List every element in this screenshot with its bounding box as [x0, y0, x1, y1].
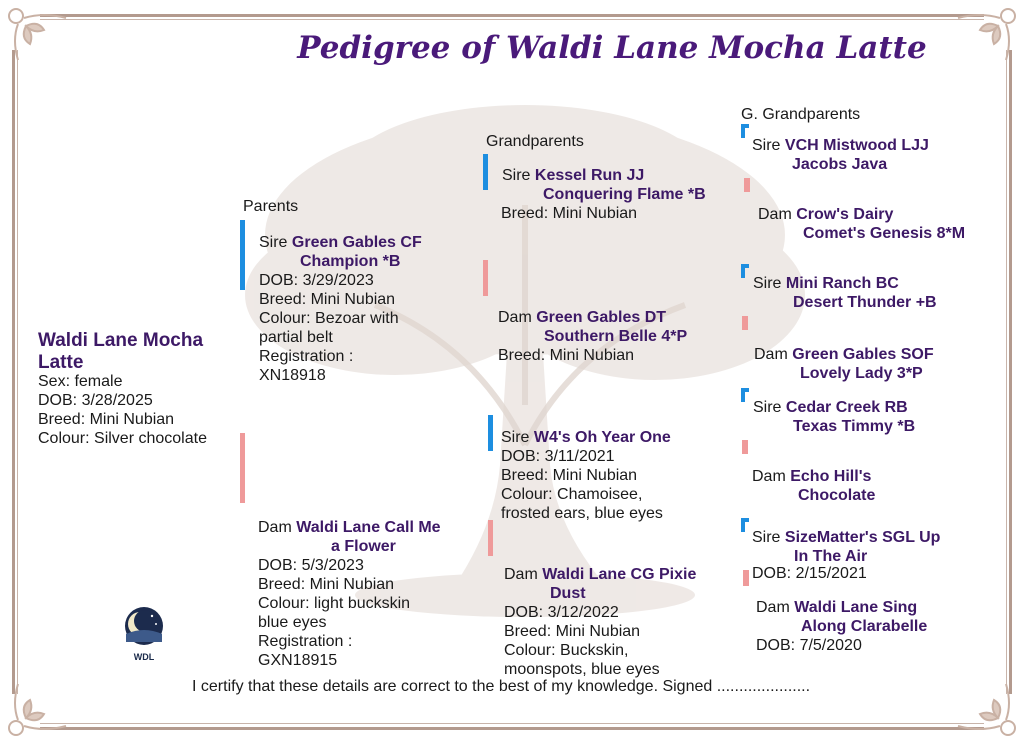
role-label: Sire: [752, 137, 781, 154]
role-label: Sire: [502, 167, 531, 184]
border-right-inner: [1006, 50, 1007, 694]
sire-name-cont: Champion *B: [300, 253, 401, 270]
ggp-name-cont: Chocolate: [798, 487, 876, 504]
gp-name: Green Gables DT: [536, 309, 667, 326]
gp-name: Waldi Lane CG Pixie: [542, 566, 697, 583]
ggp-6: [752, 467, 1002, 505]
grandparent-dam-dam: [504, 565, 744, 679]
sire-bar-parent: [240, 220, 245, 290]
gp-dob: DOB: 3/12/2022: [504, 604, 619, 621]
role-label: Sire: [752, 529, 781, 546]
gp-name: W4's Oh Year One: [533, 429, 671, 446]
page-title: Pedigree of Waldi Lane Mocha Latte: [297, 30, 927, 66]
subject-breed: Breed: Mini Nubian: [38, 411, 175, 428]
ggp-name-cont: Desert Thunder +B: [793, 294, 937, 311]
sire-bar-gp-2: [488, 415, 493, 451]
sire-dob: DOB: 3/29/2023: [259, 272, 374, 289]
logo-text: WDL: [133, 652, 155, 662]
dam-tick-ggp-4: [742, 316, 748, 330]
border-bottom: [40, 727, 984, 730]
gp-breed: Breed: Mini Nubian: [504, 623, 641, 640]
ggp-name-cont: Lovely Lady 3*P: [800, 365, 923, 382]
dam-tick-ggp-8: [743, 570, 749, 586]
border-top: [40, 14, 984, 17]
ggp-name-cont: Texas Timmy *B: [793, 418, 916, 435]
ggp-name: Cedar Creek RB: [785, 399, 908, 416]
subject-name: Waldi Lane Mocha Latte: [38, 330, 204, 373]
sire-tick-ggp-5b: [741, 388, 745, 402]
gp-dob: DOB: 3/11/2021: [501, 448, 615, 465]
ggp-name: Waldi Lane Sing: [794, 599, 918, 616]
dam-dob: DOB: 5/3/2023: [258, 557, 364, 574]
gp-breed: Breed: Mini Nubian: [501, 467, 638, 484]
ggp-name: Crow's Dairy: [796, 206, 894, 223]
subject-details: [38, 372, 248, 448]
certification-statement: I certify that these details are correct to the best of my knowledge. Signed .....................: [192, 678, 811, 695]
ggp-name: Mini Ranch BC: [785, 275, 899, 292]
gp-colour: Colour: Chamoisee, frosted ears, blue eyes: [501, 486, 663, 522]
role-label: Dam: [498, 309, 532, 326]
border-left: [12, 50, 15, 694]
subject-sex: Sex: female: [38, 373, 123, 390]
subject-colour: Colour: Silver chocolate: [38, 430, 207, 447]
role-label: Dam: [752, 468, 786, 485]
dam-bar-gp-1: [483, 260, 488, 296]
dam-tick-ggp-2: [744, 178, 750, 192]
gp-colour: Colour: Buckskin, moonspots, blue eyes: [504, 642, 660, 678]
grandparent-sire-sire: [502, 166, 747, 223]
ggp-dob: DOB: 7/5/2020: [756, 637, 862, 654]
dam-bar-parent: [240, 433, 245, 503]
header-great-grandparents: G. Grandparents: [741, 106, 861, 123]
ggp-dob: DOB: 2/15/2021: [752, 565, 867, 582]
role-label: Dam: [504, 566, 538, 583]
corner-ornament-bottom-right: [950, 680, 1020, 740]
dam-colour: Colour: light buckskin blue eyes: [258, 595, 411, 631]
ggp-7: [752, 528, 1002, 583]
sire-tick-ggp-7b: [741, 518, 745, 532]
sire-colour: Colour: Bezoar with partial belt: [259, 310, 399, 346]
role-label: Dam: [756, 599, 790, 616]
ggp-3: [753, 274, 1003, 312]
ggp-name-cont: Jacobs Java: [792, 156, 888, 173]
ggp-4: [754, 345, 1004, 383]
gp-name-cont: Southern Belle 4*P: [544, 328, 688, 345]
header-parents: Parents: [243, 198, 299, 215]
ggp-name-cont: In The Air: [794, 548, 868, 565]
border-top-inner: [40, 19, 984, 20]
gp-name-cont: Dust: [550, 585, 586, 602]
ggp-8: [756, 598, 1006, 655]
role-label: Sire: [753, 275, 782, 292]
ggp-name: Echo Hill's: [790, 468, 872, 485]
corner-ornament-bottom-left: [4, 680, 74, 740]
parent-sire: [259, 233, 479, 385]
role-label: Sire: [753, 399, 782, 416]
sire-breed: Breed: Mini Nubian: [259, 291, 396, 308]
dam-bar-gp-2: [488, 520, 493, 556]
border-right: [1009, 50, 1012, 694]
gp-name-cont: Conquering Flame *B: [543, 186, 706, 203]
gp-breed: Breed: Mini Nubian: [498, 347, 635, 364]
dam-name: Waldi Lane Call Me: [296, 519, 441, 536]
role-label: Dam: [258, 519, 292, 536]
ggp-name-cont: Comet's Genesis 8*M: [803, 225, 966, 242]
ggp-1: [752, 136, 1002, 174]
header-grandparents: Grandparents: [486, 133, 584, 150]
parent-dam: [258, 518, 483, 670]
role-label: Sire: [259, 234, 288, 251]
gp-breed: Breed: Mini Nubian: [501, 205, 638, 222]
ggp-name-cont: Along Clarabelle: [801, 618, 928, 635]
ggp-name: SizeMatter's SGL Up: [784, 529, 941, 546]
dam-registration: Registration : GXN18915: [258, 633, 353, 669]
ggp-2: [758, 205, 1008, 243]
sire-registration: Registration : XN18918: [259, 348, 354, 384]
sire-tick-ggp-3b: [741, 264, 745, 278]
grandparent-sire-dam: [498, 308, 738, 365]
sire-tick-ggp-1b: [741, 124, 745, 138]
ggp-name: Green Gables SOF: [792, 346, 934, 363]
role-label: Sire: [501, 429, 530, 446]
role-label: Dam: [758, 206, 792, 223]
grandparent-dam-sire: [501, 428, 711, 523]
ggp-name: VCH Mistwood LJJ: [784, 137, 929, 154]
border-bottom-inner: [40, 723, 984, 724]
role-label: Dam: [754, 346, 788, 363]
sire-name: Green Gables CF: [291, 234, 422, 251]
dam-name-cont: a Flower: [331, 538, 396, 555]
border-left-inner: [17, 50, 18, 694]
subject-dob: DOB: 3/28/2025: [38, 392, 153, 409]
dam-tick-ggp-6: [742, 440, 748, 454]
dam-breed: Breed: Mini Nubian: [258, 576, 395, 593]
ggp-5: [753, 398, 1003, 436]
gp-name: Kessel Run JJ: [534, 167, 645, 184]
sire-bar-gp-1: [483, 154, 488, 190]
